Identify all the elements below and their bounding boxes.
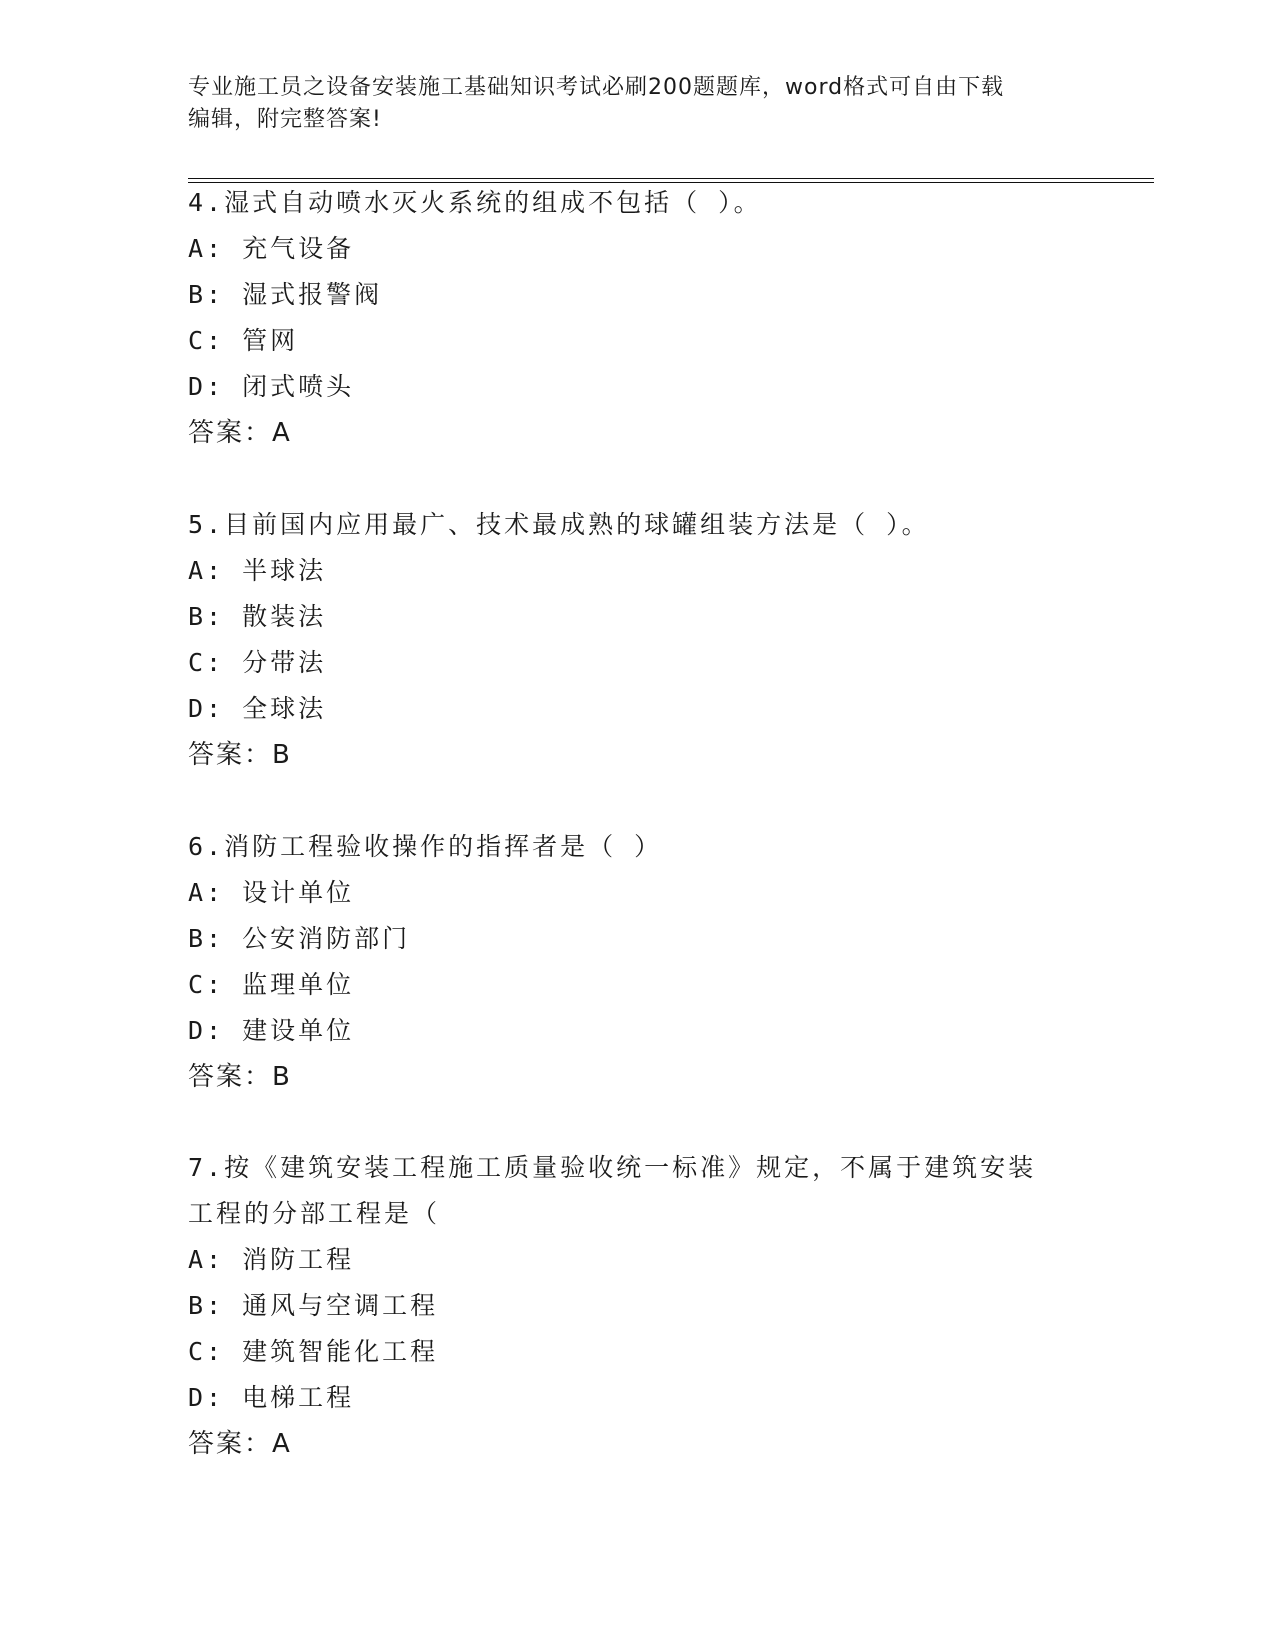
question-block-7 — [188, 1145, 1088, 1467]
option-c: C: 管网 — [188, 326, 299, 355]
question-stem: 6.消防工程验收操作的指挥者是（ ） — [188, 832, 663, 861]
header-title-line-2: 编辑，附完整答案! — [188, 107, 382, 132]
option-c: C: 分带法 — [188, 648, 327, 677]
option-d: D: 建设单位 — [188, 1016, 355, 1045]
answer-label: 答案：A — [188, 418, 292, 448]
header-title-line-1: 专业施工员之设备安装施工基础知识考试必刷200题题库，word格式可自由下载 — [188, 75, 1005, 100]
option-c: C: 监理单位 — [188, 970, 355, 999]
option-a: A: 充气设备 — [188, 234, 355, 263]
question-stem: 5.目前国内应用最广、技术最成熟的球罐组装方法是（ ）。 — [188, 510, 930, 539]
question-block-5 — [188, 502, 1088, 778]
document-header — [188, 72, 1078, 136]
question-stem-line-2: 工程的分部工程是（ — [188, 1199, 441, 1228]
option-c: C: 建筑智能化工程 — [188, 1337, 439, 1366]
option-d: D: 闭式喷头 — [188, 372, 355, 401]
option-d: D: 全球法 — [188, 694, 327, 723]
question-block-4 — [188, 180, 1088, 456]
option-d: D: 电梯工程 — [188, 1383, 355, 1412]
option-b: B: 湿式报警阀 — [188, 280, 383, 309]
question-block-6 — [188, 824, 1088, 1100]
question-stem-line-1: 7.按《建筑安装工程施工质量验收统一标准》规定，不属于建筑安装 — [188, 1153, 1037, 1182]
option-a: A: 设计单位 — [188, 878, 355, 907]
option-a: A: 消防工程 — [188, 1245, 355, 1274]
answer-label: 答案：B — [188, 740, 292, 770]
answer-label: 答案：B — [188, 1062, 292, 1092]
question-stem: 4.湿式自动喷水灭火系统的组成不包括（ ）。 — [188, 188, 762, 217]
option-b: B: 通风与空调工程 — [188, 1291, 439, 1320]
option-b: B: 公安消防部门 — [188, 924, 411, 953]
answer-label: 答案：A — [188, 1429, 292, 1459]
option-a: A: 半球法 — [188, 556, 327, 585]
option-b: B: 散装法 — [188, 602, 327, 631]
